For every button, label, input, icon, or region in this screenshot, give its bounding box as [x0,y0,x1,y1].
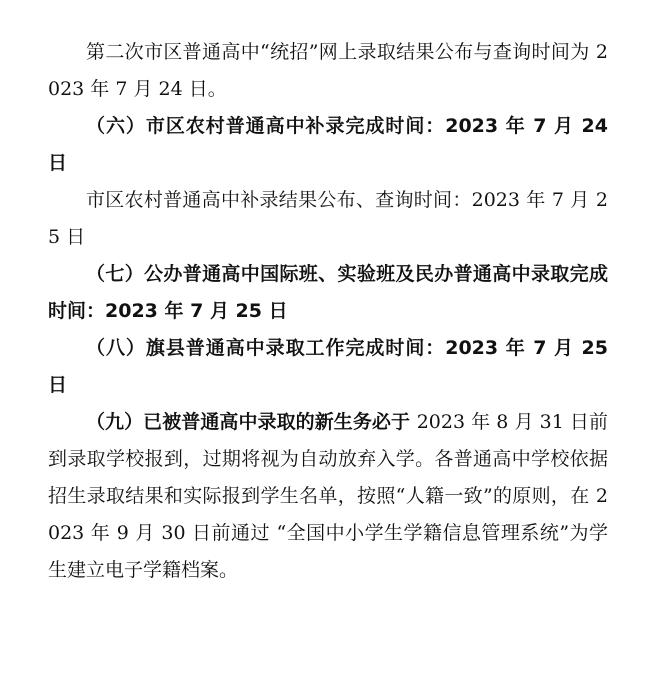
paragraph-second-release: 第二次市区普通高中“统招”网上录取结果公布与查询时间为 2023 年 7 月 24 日。 [48,41,608,100]
paragraph-item-9-body: 2023 年 8 月 31 日前到录取学校报到，过期将视为自动放弃入学。各普通高中学校依据招生录取结果和实际报到学生名单，按照“人籍一致”的原则，在 2023 年 9 月 30 日前通过 “全国中小学生学籍信息管理系统”为学生建立电子学籍档案。 [48,411,608,581]
document-page [48,34,608,589]
paragraph-item-9 [48,404,608,589]
paragraph-item-6-heading: （六）市区农村普通高中补录完成时间：2023 年 7 月 24 日 [48,115,608,174]
paragraph-rural-release: 市区农村普通高中补录结果公布、查询时间：2023 年 7 月 25 日 [48,189,608,248]
paragraph-item-8-heading: （八）旗县普通高中录取工作完成时间：2023 年 7 月 25 日 [48,337,608,396]
paragraph-item-9-bold-prefix: （九）已被普通高中录取的新生务必于 [86,411,417,433]
paragraph-item-7-heading: （七）公办普通高中国际班、实验班及民办普通高中录取完成时间：2023 年 7 月 25 日 [48,263,608,322]
